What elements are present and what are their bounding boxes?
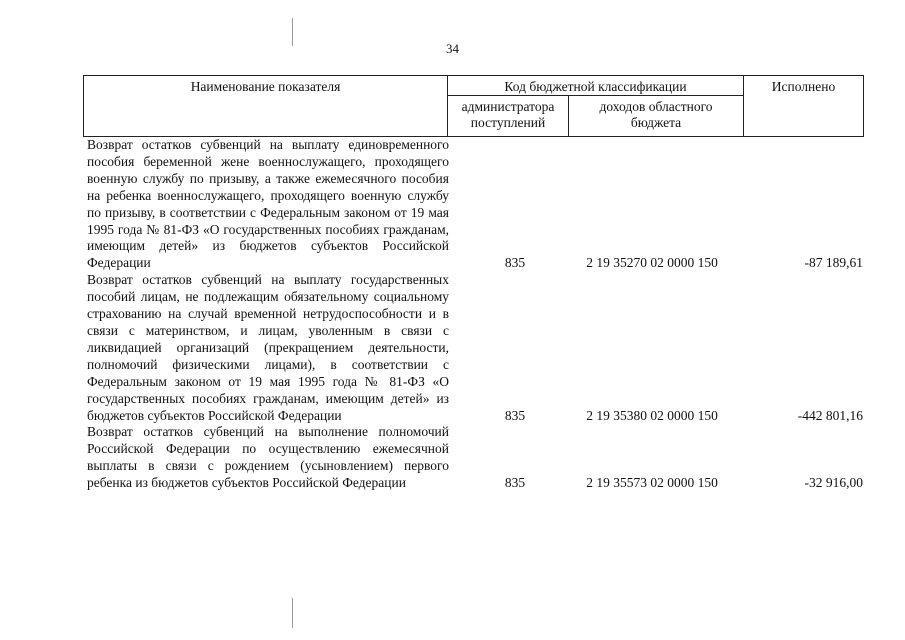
table-row: [87, 272, 887, 424]
table-body: [87, 137, 887, 492]
row-indicator-name: Возврат остатков субвенций на выплату единовременного пособия беременной жене военнослужащего, проходящего военную службу по призыву, а также ежемесячного пособия на ребенка военнослужащего, проходящего военную службу по призыву, в соответствии с Федеральным законом от 19 мая 1995 года № 81-ФЗ «О государственных пособиях гражданам, имеющим детей» из бюджетов субъектов Российской Федерации: [87, 137, 449, 271]
header-income-label: доходов областного бюджета: [599, 99, 713, 130]
row-income-code: 2 19 35270 02 0000 150: [586, 255, 718, 271]
header-code-label: Код бюджетной классификации: [504, 79, 687, 94]
header-done-label: Исполнено: [771, 79, 836, 94]
row-amount: -32 916,00: [804, 475, 863, 491]
row-income-code: 2 19 35380 02 0000 150: [586, 407, 718, 423]
row-admin-code: 835: [504, 475, 526, 491]
table-row: [87, 137, 887, 272]
header-admin-cell: [448, 96, 569, 137]
row-indicator-name: Возврат остатков субвенций на выплату государственных пособий лицам, не подлежащим обязательному социальному страхованию на случай временной нетрудоспособности и в связи с материнством, и лицам, уволенным в связи с ликвидацией организаций (прекращением деятельности, полномочий физическими лицами), в соответствии с Федеральным законом от 19 мая 1995 года № 81-ФЗ «О государственных пособиях гражданам, имеющим детей» из бюджетов субъектов Российской Федерации: [87, 272, 449, 423]
header-admin-label: администратора поступлений: [461, 99, 555, 130]
row-income-code: 2 19 35573 02 0000 150: [586, 475, 718, 491]
header-name-label: Наименование показателя: [190, 79, 341, 94]
table-header: [83, 75, 864, 137]
scan-mark-bottom: [292, 598, 293, 628]
header-code-cell: [448, 76, 744, 96]
header-name-cell: [84, 76, 448, 137]
page-number: 34: [446, 41, 459, 56]
table-row: [87, 424, 887, 492]
row-amount: -87 189,61: [804, 255, 863, 271]
header-income-cell: [569, 96, 744, 137]
row-admin-code: 835: [504, 255, 526, 271]
row-indicator-name: Возврат остатков субвенций на выполнение полномочий Российской Федерации по осуществлению ежемесячной выплаты в связи с рождением (усыновлением) первого ребенка из бюджетов субъектов Российской Федерации: [87, 424, 449, 491]
row-amount: -442 801,16: [797, 407, 863, 423]
row-admin-code: 835: [504, 407, 526, 423]
header-done-cell: [744, 76, 864, 137]
